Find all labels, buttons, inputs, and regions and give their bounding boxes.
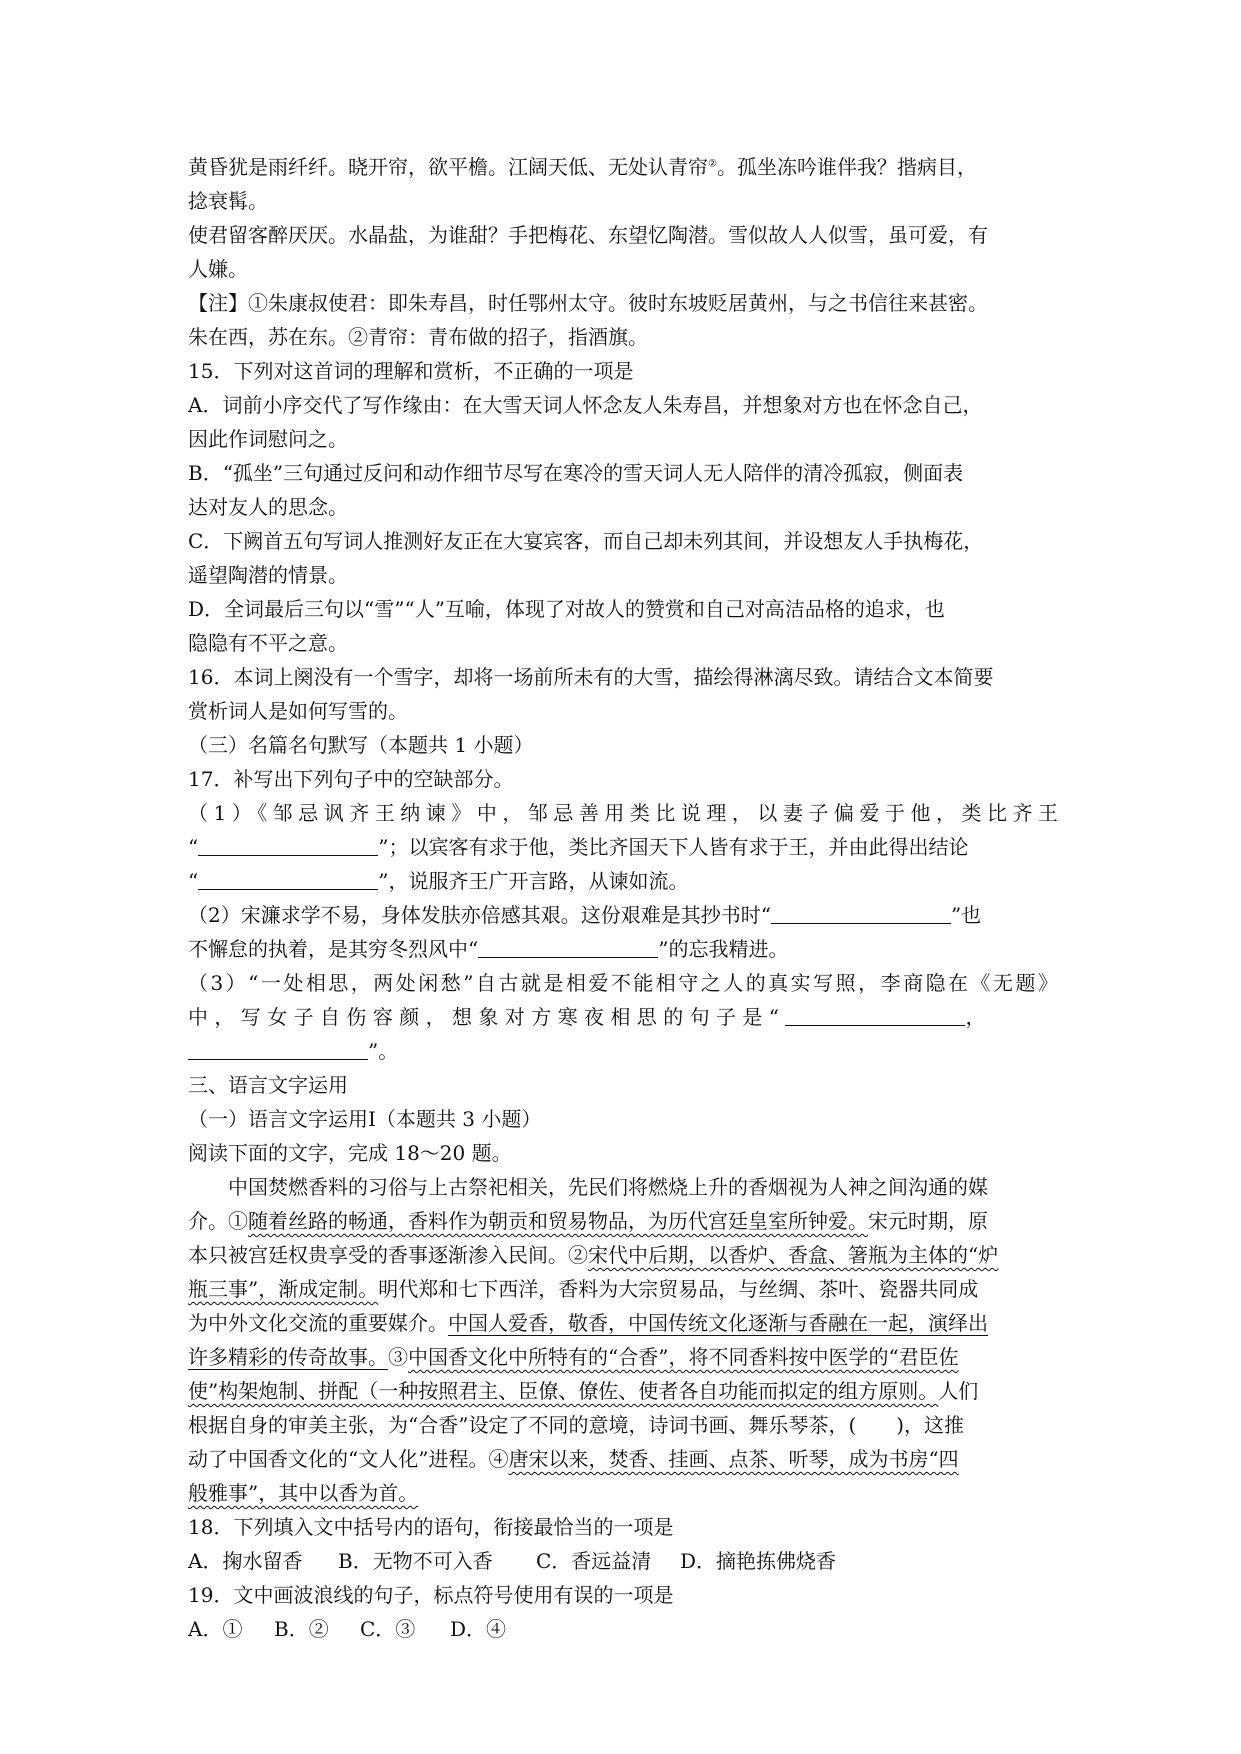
section-heading: （三）名篇名句默写（本题共 1 小题） (188, 733, 534, 757)
passage-line: 许多精彩的传奇故事。③中国香文化中所特有的“合香”，将不同香料按中医学的“君臣佐 (188, 1345, 959, 1369)
question-17-part-3: 中，写女子自伤容颜，想象对方寒夜相思的句子是“ ， (188, 1005, 986, 1029)
passage-line: 使”构架炮制、拼配（一种按照君主、臣僚、僚佐、使者各自功能而拟定的组方原则。人们 (188, 1379, 979, 1403)
question-19-option-b: B．② (274, 1617, 329, 1641)
question-17-part-3: ”。 (188, 1034, 1058, 1068)
wavy-underlined-sentence: 中国香文化中所特有的“合香”，将不同香料按中医学的“君臣佐 (408, 1345, 959, 1369)
question-19-option-c: C．③ (360, 1617, 416, 1641)
underlined-sentence: 中国人爱香，敬香，中国传统文化逐渐与香融在一起，演绎出 (448, 1311, 988, 1335)
question-18-option-a: A．掬水留香 (188, 1549, 303, 1573)
answer-blank[interactable] (771, 901, 951, 924)
question-17-part-2: 不懈怠的执着，是其穷冬烈风中“ ”的忘我精进。 (188, 937, 789, 961)
question-15-option-b: 达对友人的思念。 (188, 495, 348, 519)
wavy-underlined-sentence: 般雅事”，其中以香为首。 (188, 1481, 419, 1505)
question-15-option-c: C．下阙首五句写词人推测好友正在大宴宾客，而自己却未列其间，并设想友人手执梅花， (188, 529, 984, 553)
question-15-option-b: B．“孤坐”三句通过反问和动作细节尽写在寒冷的雪天词人无人陪伴的清冷孤寂，侧面表 (188, 461, 964, 485)
passage-line: 根据自身的审美主张，为“合香”设定了不同的意境，诗词书画、舞乐琴茶，( )，这推 (188, 1413, 965, 1437)
question-17-part-3: （3）“一处相思，两处闲愁”自古就是相爱不能相守之人的真实写照，李商隐在《无题》 (188, 971, 1058, 995)
question-15-option-d: 隐隐有不平之意。 (188, 631, 348, 655)
question-16: 赏析词人是如何写雪的。 (188, 699, 408, 723)
poem-note: 朱在西，苏在东。②青帘：青布做的招子，指酒旗。 (188, 325, 648, 349)
question-15-stem: 15．下列对这首词的理解和赏析，不正确的一项是 (188, 359, 634, 383)
poem-line: 人嫌。 (188, 257, 248, 281)
passage-line: 瓶三事”，渐成定制。明代郑和七下西洋，香料为大宗贸易品，与丝绸、茶叶、瓷器共同成 (188, 1277, 979, 1301)
passage-line: 本只被宫廷权贵享受的香事逐渐渗入民间。②宋代中后期，以香炉、香盒、箸瓶为主体的“炉 (188, 1243, 999, 1267)
document-page (188, 150, 1058, 1646)
section-heading: （一）语言文字运用Ⅰ（本题共 3 小题） (188, 1107, 542, 1131)
answer-blank[interactable] (478, 935, 658, 958)
wavy-underlined-sentence: 宋代中后期，以香炉、香盒、箸瓶为主体的“炉 (588, 1243, 999, 1267)
question-18-option-c: C．香远益清 (536, 1549, 652, 1573)
question-18-option-d: D．摘艳拣佛烧香 (680, 1549, 837, 1573)
wavy-underlined-sentence: 瓶三事”，渐成定制。 (188, 1277, 379, 1301)
part-heading: 三、语言文字运用 (188, 1073, 348, 1097)
answer-blank[interactable] (198, 833, 378, 856)
question-18-options (188, 1544, 1058, 1578)
footnote-marker: ② (708, 158, 717, 170)
question-15-option-a: A．词前小序交代了写作缘由：在大雪天词人怀念友人朱寿昌，并想象对方也在怀念自己， (188, 393, 983, 417)
passage-line: 中国焚燃香料的习俗与上古祭祀相关，先民们将燃烧上升的香烟视为人神之间沟通的媒 (228, 1175, 988, 1199)
wavy-underlined-sentence: 随着丝路的畅通，香料作为朝贡和贸易物品，为历代宫廷皇室所钟爱。 (248, 1209, 868, 1233)
passage-line: 动了中国香文化的“文人化”进程。④唐宋以来，焚香、挂画、点茶、听琴，成为书房“四 (188, 1447, 959, 1471)
passage-line: 为中外文化交流的重要媒介。中国人爱香，敬香，中国传统文化逐渐与香融在一起，演绎出 (188, 1311, 988, 1335)
answer-blank[interactable] (188, 1037, 368, 1060)
reading-instruction: 阅读下面的文字，完成 18～20 题。 (188, 1141, 512, 1165)
question-17-part-1: （1）《邹忌讽齐王纳谏》中，邹忌善用类比说理，以妻子偏爱于他，类比齐王 (188, 801, 1058, 825)
poem-note: 【注】①朱康叔使君：即朱寿昌，时任鄂州太守。彼时东坡贬居黄州，与之书信往来甚密。 (188, 291, 988, 315)
answer-blank[interactable] (198, 867, 378, 890)
question-15-option-d: D．全词最后三句以“雪”“人”互喻，体现了对故人的赞赏和自己对高洁品格的追求，也 (188, 597, 945, 621)
question-19-option-a: A．① (188, 1617, 243, 1641)
question-15-option-a: 因此作词慰问之。 (188, 427, 348, 451)
question-19-option-d: D．④ (450, 1617, 507, 1641)
question-16: 16．本词上阕没有一个雪字，却将一场前所未有的大雪，描绘得淋漓尽致。请结合文本简要 (188, 665, 994, 689)
question-18-stem: 18．下列填入文中括号内的语句，衔接最恰当的一项是 (188, 1515, 674, 1539)
poem-line: 黄昏犹是雨纤纤。晓开帘，欲平檐。江阔天低、无处认青帘②。孤坐冻吟谁伴我？揩病目， (188, 155, 977, 179)
question-17-part-2: （2）宋濂求学不易，身体发肤亦倍感其艰。这份艰难是其抄书时“ ”也 (188, 903, 982, 927)
question-19-options (188, 1612, 1058, 1646)
passage-line (188, 1476, 1058, 1510)
underlined-sentence: 许多精彩的传奇故事。 (188, 1345, 388, 1369)
question-17-stem: 17．补写出下列句子中的空缺部分。 (188, 767, 514, 791)
poem-line: 捻衰髯。 (188, 189, 268, 213)
passage-line: 介。①随着丝路的畅通，香料作为朝贡和贸易物品，为历代宫廷皇室所钟爱。宋元时期，原 (188, 1209, 988, 1233)
poem-line: 使君留客醉厌厌。水晶盐，为谁甜？手把梅花、东望忆陶潜。雪似故人人似雪，虽可爱，有 (188, 223, 988, 247)
question-18-option-b: B．无物不可入香 (338, 1549, 493, 1573)
wavy-underlined-sentence: 使”构架炮制、拼配（一种按照君主、臣僚、僚佐、使者各自功能而拟定的组方原则。 (188, 1379, 939, 1403)
question-17-part-1: “ ”，说服齐王广开言路，从谏如流。 (188, 869, 689, 893)
question-15-option-c: 遥望陶潜的情景。 (188, 563, 348, 587)
wavy-underlined-sentence: 唐宋以来，焚香、挂画、点茶、听琴，成为书房“四 (508, 1447, 959, 1471)
answer-blank[interactable] (785, 1003, 965, 1026)
question-19-stem: 19．文中画波浪线的句子，标点符号使用有误的一项是 (188, 1583, 674, 1607)
question-17-part-1: “ ”；以宾客有求于他，类比齐国天下人皆有求于王，并由此得出结论 (188, 835, 969, 859)
